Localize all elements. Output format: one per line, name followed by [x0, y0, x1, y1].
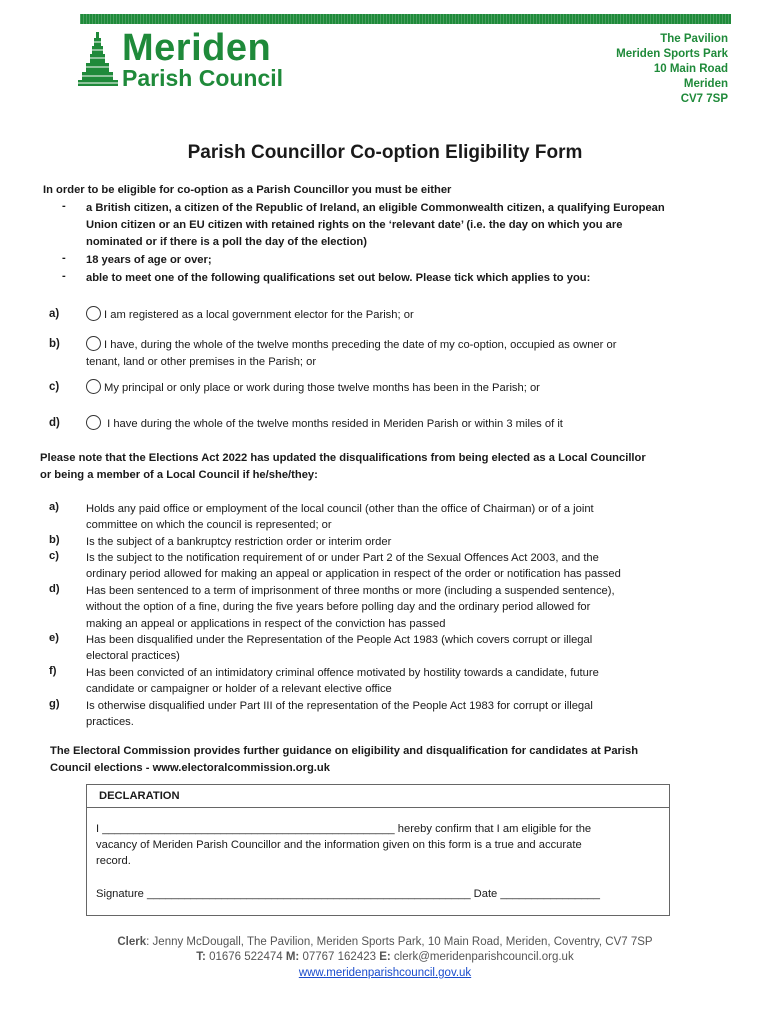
disq-text: Is the subject to the notification requirement of or under Part 2 of the Sexual Offences Act 2003, and the ordinary period allowed for making an appeal or application in respect of the order or notification has passed — [86, 552, 621, 581]
qualification-text: I have, during the whole of the twelve months preceding the date of my co-option, occupied as owner or — [104, 339, 617, 351]
declaration-text: record. — [96, 855, 131, 867]
logo — [77, 27, 327, 91]
disq-label: g) — [49, 698, 60, 710]
tower-icon — [77, 30, 119, 88]
requirement-line: 18 years of age or over; — [86, 254, 212, 266]
disq-label: e) — [49, 632, 59, 644]
disq-text: Holds any paid office or employment of the local council (other than the office of Chairman) or of a joint committee on which the council is represented; or — [86, 503, 594, 532]
declaration-header — [87, 785, 669, 808]
qualification-text: I am registered as a local government elector for the Parish; or — [104, 309, 414, 321]
address-line: Meriden — [683, 78, 728, 90]
requirement-line: able to meet one of the following qualifications set out below. Please tick which applies to you: — [86, 272, 591, 284]
qualification-text: My principal or only place or work during those twelve months has been in the Parish; or — [104, 382, 540, 394]
address-line: Meriden Sports Park — [616, 48, 728, 60]
disq-label: f) — [49, 665, 57, 677]
disq-text: Has been sentenced to a term of imprisonment of three months or more (including a suspended sentence), without the option of a fine, during the five years before polling day and the ordinary period allowed for making an appeal or applications in respect of the conviction has passed — [86, 585, 615, 630]
clerk-label: Clerk — [117, 936, 147, 948]
declaration-box — [86, 784, 670, 916]
disq-text: Is the subject of a bankruptcy restriction order or interim order — [86, 536, 392, 548]
disq-text: Has been disqualified under the Representation of the People Act 1983 (which covers corrupt or illegal electoral practices) — [86, 634, 593, 663]
page-title: Parish Councillor Co-option Eligibility Form — [187, 142, 583, 163]
qualification-label: a) — [49, 308, 60, 320]
qualification-label: c) — [49, 381, 60, 393]
disq-label: c) — [49, 550, 59, 562]
declaration-title: DECLARATION — [99, 790, 180, 802]
requirement-line: nominated or if there is a poll the day of the election) — [86, 236, 367, 248]
qualification-b-radio[interactable] — [86, 336, 101, 351]
requirement-line: a British citizen, a citizen of the Republic of Ireland, an eligible Commonwealth citizen, a qualifying European — [86, 202, 665, 214]
footer-clerk — [0, 935, 770, 950]
guidance-text: The Electoral Commission provides further guidance on eligibility and disqualification for candidates at Parish — [50, 745, 639, 757]
logo-subtitle: Parish Council — [122, 65, 284, 91]
declaration-name-field[interactable]: I _______________________________________________ hereby confirm that I am eligible for the — [96, 823, 592, 835]
email[interactable]: clerk@meridenparishcouncil.org.uk — [390, 951, 574, 963]
mobile: 07767 162423 — [299, 951, 380, 963]
qualification-text: I have during the whole of the twelve months resided in Meriden Parish or within 3 miles of it — [104, 418, 563, 430]
phone: 01676 522474 — [205, 951, 286, 963]
qualification-text: tenant, land or other premises in the Parish; or — [86, 356, 317, 368]
disq-label: d) — [49, 583, 60, 595]
note-text: or being a member of a Local Council if he/she/they: — [40, 469, 318, 481]
clerk-text: : Jenny McDougall, The Pavilion, Meriden Sports Park, 10 Main Road, Meriden, Coventry, CV7 7SP — [146, 936, 653, 948]
logo-title: Meriden — [122, 27, 272, 69]
qualification-label: d) — [49, 417, 60, 429]
footer-contacts: T: 01676 522474 M: 07767 162423 E: clerk@meridenparishcouncil.org.uk — [196, 951, 574, 963]
header-bar — [80, 14, 731, 24]
intro-text: In order to be eligible for co-option as a Parish Councillor you must be either — [43, 184, 452, 196]
disq-label: b) — [49, 534, 60, 546]
qualification-d-radio[interactable] — [86, 415, 101, 430]
website-link[interactable]: www.meridenparishcouncil.gov.uk — [298, 967, 472, 979]
disq-text: Is otherwise disqualified under Part III of the representation of the People Act 1983 for corrupt or illegal practices. — [86, 700, 593, 729]
guidance-text: Council elections - www.electoralcommission.org.uk — [50, 762, 330, 774]
qualification-label: b) — [49, 338, 60, 350]
address-block — [616, 32, 728, 107]
disq-text: Has been convicted of an intimidatory criminal offence motivated by hostility towards a candidate, future candidate or campaigner or holder of a relevant elective office — [86, 667, 599, 696]
declaration-text: vacancy of Meriden Parish Councillor and the information given on this form is a true and accurate — [96, 839, 582, 851]
signature-date-field[interactable]: Signature ____________________________________________________ Date ________________ — [96, 888, 600, 900]
address-line: CV7 7SP — [680, 93, 728, 105]
requirement-line: Union citizen or an EU citizen with retained rights on the ‘relevant date’ (i.e. the day on which you are — [86, 219, 623, 231]
qualification-c-radio[interactable] — [86, 379, 101, 394]
address-line: The Pavilion — [660, 33, 728, 45]
address-line: 10 Main Road — [653, 63, 728, 75]
footer-website-row — [0, 966, 770, 981]
disq-label: a) — [49, 501, 59, 513]
qualification-a-radio[interactable] — [86, 306, 101, 321]
note-text: Please note that the Elections Act 2022 has updated the disqualifications from being elected as a Local Councillor — [40, 452, 646, 464]
